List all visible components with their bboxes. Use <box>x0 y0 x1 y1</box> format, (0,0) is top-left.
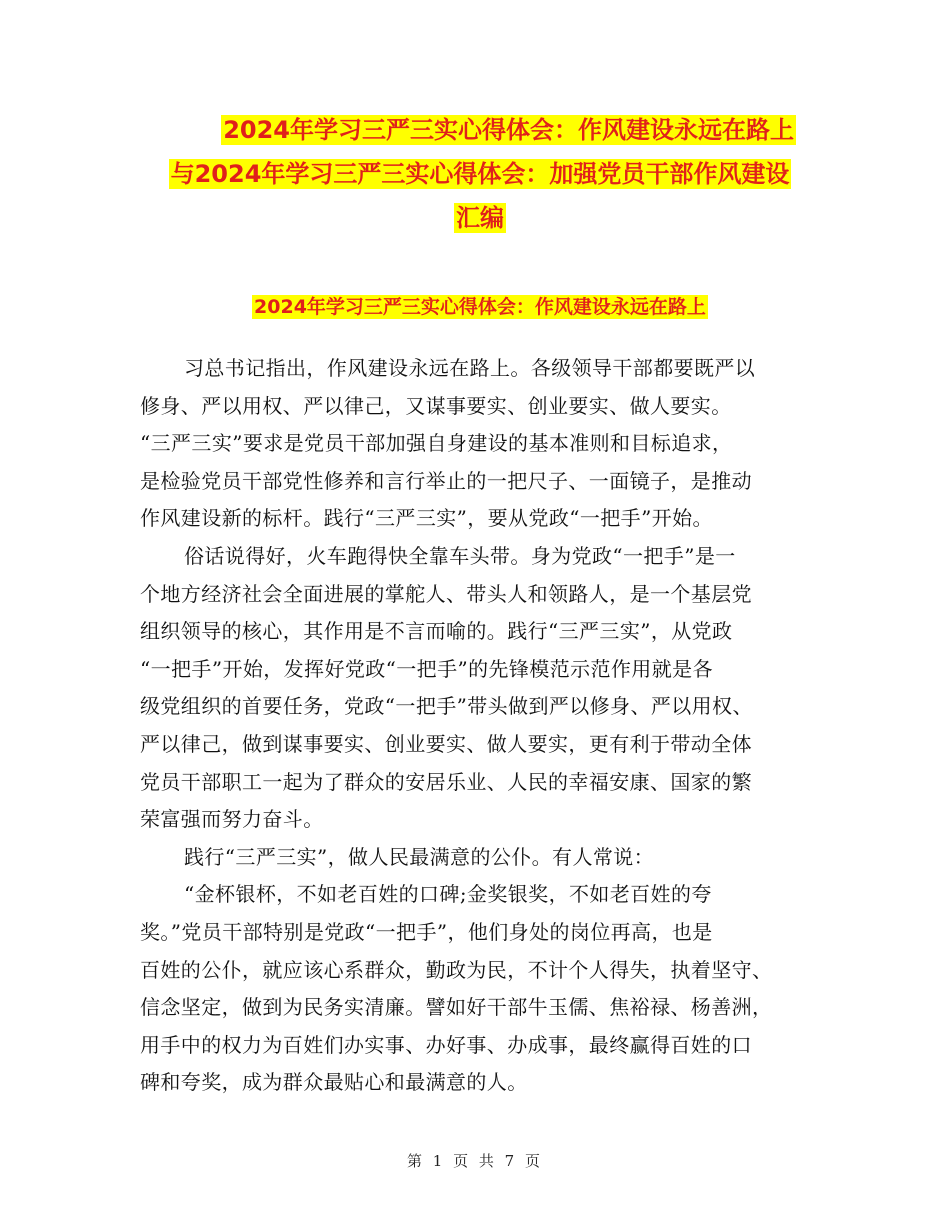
text-line: 修身、严以用权、严以律己，又谋事要实、创业要实、做人要实。 <box>140 393 732 418</box>
text-line: 用手中的权力为百姓们办实事、办好事、办成事，最终赢得百姓的口 <box>140 1032 752 1057</box>
document-title <box>140 108 820 240</box>
text-line: 习总书记指出，作风建设永远在路上。各级领导干部都要既严以 <box>184 356 756 380</box>
title-line-3-text: 汇编 <box>456 204 504 232</box>
text-line: “一把手”开始，发挥好党政“一把手”的先锋模范示范作用就是各 <box>140 656 713 681</box>
page-footer: 第 1 页 共 7 页 <box>407 1152 543 1170</box>
text-line: 百姓的公仆，就应该心系群众，勤政为民，不计个人得失，执着坚守、 <box>140 957 773 982</box>
text-line: 俗话说得好，火车跑得快全靠车头带。身为党政“一把手”是一 <box>184 543 736 568</box>
section-title <box>140 292 820 322</box>
text-line: 碑和夸奖，成为群众最贴心和最满意的人。 <box>140 1070 528 1095</box>
text-line: 奖。”党员干部特别是党政“一把手”，他们身处的岗位再高，也是 <box>140 919 713 944</box>
text-line: 组织领导的核心，其作用是不言而喻的。践行“三严三实”，从党政 <box>140 619 733 644</box>
title-line-1 <box>140 108 820 152</box>
paragraph-2 <box>140 538 812 839</box>
body-text <box>140 350 812 1102</box>
text-line: 信念坚定，做到为民务实清廉。譬如好干部牛玉儒、焦裕禄、杨善洲， <box>140 995 773 1020</box>
text-line: “金杯银杯，不如老百姓的口碑;金奖银奖，不如老百姓的夸 <box>184 882 712 907</box>
title-line-3 <box>140 196 820 240</box>
section-title-text: 2024年学习三严三实心得体会：作风建设永远在路上 <box>254 296 706 318</box>
text-line: 严以律己，做到谋事要实、创业要实、做人要实，更有利于带动全体 <box>140 731 752 756</box>
text-line: 个地方经济社会全面进展的掌舵人、带头人和领路人，是一个基层党 <box>140 581 752 606</box>
title-line-2 <box>140 152 820 196</box>
text-line: “三严三实”要求是党员干部加强自身建设的基本准则和目标追求， <box>140 431 733 456</box>
paragraph-3 <box>140 839 812 1102</box>
text-line: 是检验党员干部党性修养和言行举止的一把尺子、一面镜子，是推动 <box>140 468 752 493</box>
text-line: 作风建设新的标杆。践行“三严三实”，要从党政“一把手”开始。 <box>140 506 713 531</box>
text-line: 践行“三严三实”，做人民最满意的公仆。有人常说： <box>184 844 655 869</box>
title-line-1-text: 2024年学习三严三实心得体会：作风建设永远在路上 <box>223 116 794 144</box>
title-line-2-text: 与2024年学习三严三实心得体会：加强党员干部作风建设 <box>170 160 790 188</box>
text-line: 党员干部职工一起为了群众的安居乐业、人民的幸福安康、国家的繁 <box>140 769 752 794</box>
text-line: 荣富强而努力奋斗。 <box>140 807 324 832</box>
paragraph-1 <box>140 350 812 538</box>
text-line: 级党组织的首要任务，党政“一把手”带头做到严以修身、严以用权、 <box>140 694 753 719</box>
